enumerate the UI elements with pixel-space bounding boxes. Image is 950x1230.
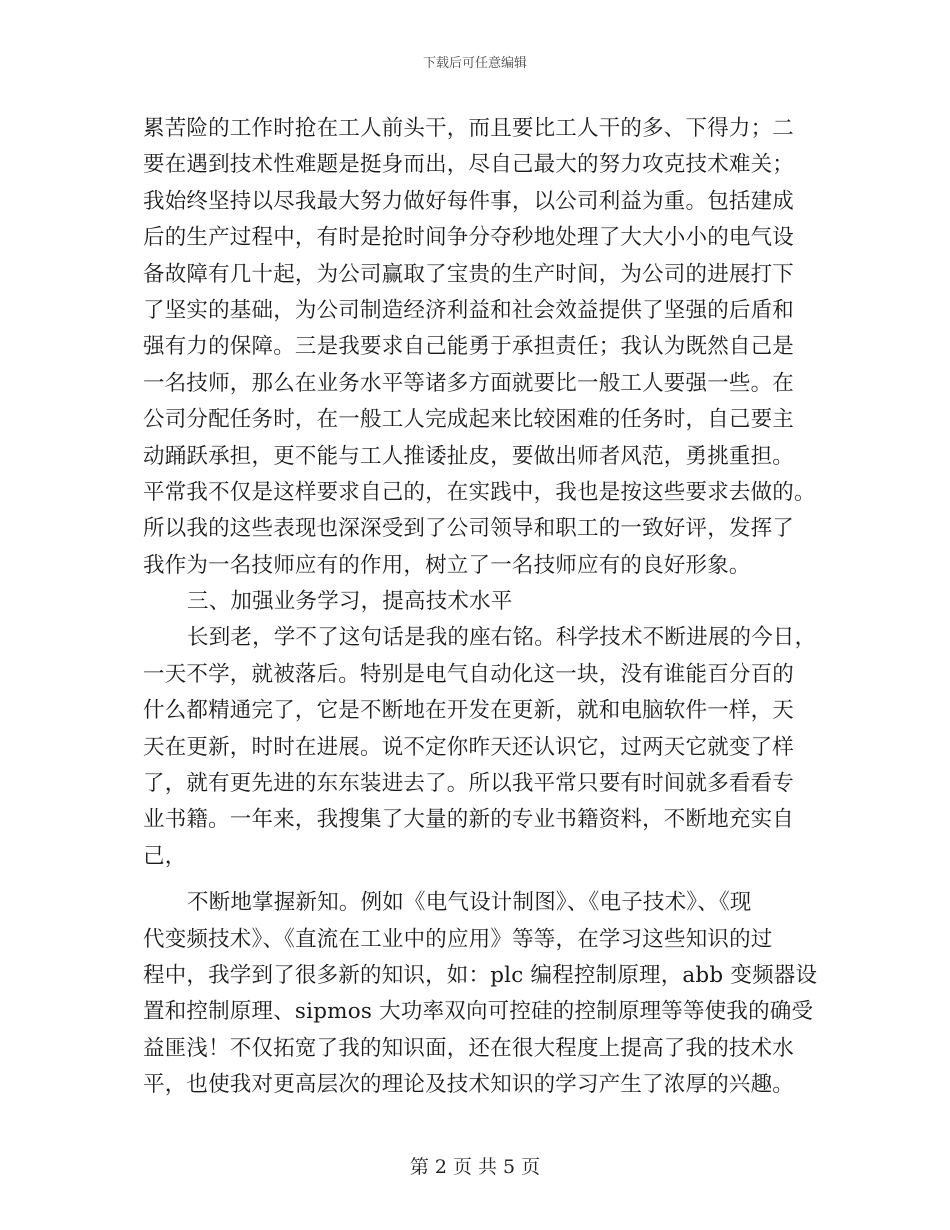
text-line: 程中，我学到了很多新的知识，如：plc 编程控制原理，abb 变频器设 (143, 962, 818, 988)
text-line: 业书籍。一年来，我搜集了大量的新的专业书籍资料，不断地充实自 (143, 807, 795, 833)
text-line: 天在更新，时时在进展。说不定你昨天还认识它，过两天它就变了样 (143, 734, 795, 760)
text-line: 所以我的这些表现也深深受到了公司领导和职工的一致好评，发挥了 (143, 516, 795, 542)
text-line: 一天不学，就被落后。特别是电气自动化这一块，没有谁能百分百的 (143, 661, 795, 687)
text-line: 一名技师，那么在业务水平等诸多方面就要比一般工人要强一些。在 (143, 370, 795, 396)
text-line: 置和控制原理、sipmos 大功率双向可控硅的控制原理等等使我的确受 (143, 999, 814, 1025)
text-line: 累苦险的工作时抢在工人前头干，而且要比工人干的多、下得力；二 (143, 116, 795, 141)
text-line: 要在遇到技术性难题是挺身而出，尽自己最大的努力攻克技术难关； (143, 152, 795, 178)
text-line: 我始终坚持以尽我最大努力做好每件事，以公司利益为重。包括建成 (143, 188, 795, 214)
text-line: 后的生产过程中，有时是抢时间争分夺秒地处理了大大小小的电气设 (143, 225, 795, 251)
text-line: 了坚实的基础，为公司制造经济利益和社会效益提供了坚强的后盾和 (143, 297, 795, 323)
text-line: 备故障有几十起，为公司赢取了宝贵的生产时间，为公司的进展打下 (143, 261, 795, 287)
text-line: 什么都精通完了，它是不断地在开发在更新，就和电脑软件一样，天 (143, 698, 795, 724)
text-line: 代变频技术》、《直流在工业中的应用》等等，在学习这些知识的过 (143, 926, 773, 952)
page-header-note: 下载后可任意编辑 (422, 56, 527, 71)
text-line: 平，也使我对更高层次的理论及技术知识的学习产生了浓厚的兴趣。 (143, 1072, 795, 1098)
text-line: 不断地掌握新知。例如《电气设计制图》、《电子技术》、《现 (187, 890, 752, 916)
text-line: 长到老，学不了这句话是我的座右铭。科学技术不断进展的今日， (187, 625, 817, 651)
text-line: 我作为一名技师应有的作用，树立了一名技师应有的良好形象。 (143, 552, 751, 578)
section-heading: 三、加强业务学习，提高技术水平 (187, 589, 513, 615)
page-number: 第 2 页 共 5 页 (409, 1156, 541, 1178)
text-line: 己， (143, 843, 187, 869)
text-line: 益匪浅！不仅拓宽了我的知识面，还在很大程度上提高了我的技术水 (143, 1035, 795, 1061)
document-body (143, 111, 818, 1104)
text-line: 强有力的保障。三是我要求自己能勇于承担责任；我认为既然自己是 (143, 334, 795, 360)
text-line: 公司分配任务时，在一般工人完成起来比较困难的任务时，自己要主 (143, 407, 795, 433)
text-line: 平常我不仅是这样要求自己的，在实践中，我也是按这些要求去做的。 (143, 479, 816, 505)
text-line: 了，就有更先进的东东装进去了。所以我平常只要有时间就多看看专 (143, 771, 795, 797)
text-line: 动踊跃承担，更不能与工人推诿扯皮，要做出师者风范，勇挑重担。 (143, 443, 795, 469)
